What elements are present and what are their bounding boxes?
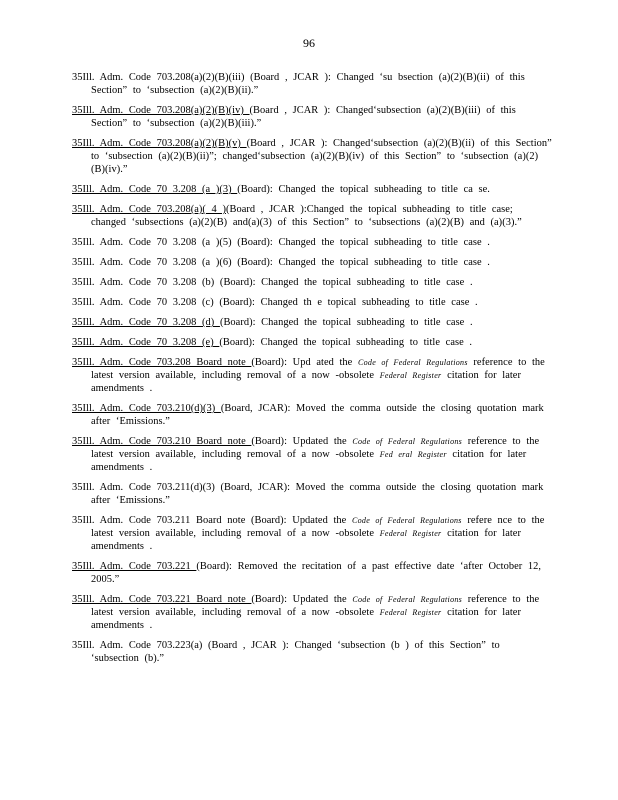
entry-text: (Board): Changed the topical subheading to title ca se. [237,184,490,195]
entry-text: 35Ill. Adm. Code 70 3.208 (a )(5) (Board): Changed the topical subheading to title case . [72,237,490,248]
entry-text: (Board): Upd ated the [251,357,358,368]
amendment-entry [72,560,552,586]
entry-text: (Board): Updated the [251,436,353,447]
citation-reference: 35Ill. Adm. Code 703.208(a)(2)(B)(v) [72,138,247,149]
italic-title: Federal Register [379,529,442,538]
amendment-entry [72,276,552,289]
citation-reference: 35Ill. Adm. Code 703.208(a)(2)(B)(iv) [72,105,250,116]
amendment-entry [72,316,552,329]
entry-text: 35Ill. Adm. Code 703.208(a)(2)(B)(iii) (Board , JCAR ): Changed ‘su bsection (a)(2)(B)(ii) of this Section” to ‘subsection (a)(2)(B)(ii).” [72,72,525,96]
entry-text: 35Ill. Adm. Code 703.223(a) (Board , JCAR ): Changed ‘subsection (b ) of this Section” to ‘subsection (b).” [72,640,500,664]
entry-text: reference to the latest version available, including removal of a now -obsolete [91,594,540,618]
citation-reference: 35Ill. Adm. Code 70 3.208 (a )(3) [72,184,238,195]
entry-text: citation for later amendments . [91,528,521,552]
amendment-entry [72,137,552,176]
amendment-entry [72,296,552,309]
entry-text: citation for later amendments . [91,607,521,631]
amendment-entry [72,256,552,269]
italic-title: Code of Federal Regulations [358,358,468,367]
entry-text: 35Ill. Adm. Code 70 3.208 (b) (Board): Changed the topical subheading to title case . [72,277,473,288]
citation-reference: 35Ill. Adm. Code 703.210 Board note [72,436,252,447]
entry-text: reference to the latest version available, including removal of a now -obsolete [91,436,540,460]
entry-text: (Board): Updated the [251,594,353,605]
italic-title: Code of Federal Regulations [352,595,463,604]
citation-reference: 35Ill. Adm. Code 703.208 Board note [72,357,252,368]
amendment-entry [72,336,552,349]
page-number: 96 [303,36,315,50]
amendment-entry [72,402,552,428]
entry-text: (Board): Removed the recitation of a past effective date ‘after October 12, 2005.” [91,561,542,585]
amendment-entry [72,481,552,507]
amendment-entry [72,514,552,553]
amendment-entry [72,356,552,395]
citation-reference: 35Ill. Adm. Code 703.208(a)( 4 ) [72,204,226,215]
citation-reference: 35Ill. Adm. Code 703.221 [72,561,197,572]
citation-reference: 35Ill. Adm. Code 70 3.208 (e) [72,337,220,348]
entry-text: 35Ill. Adm. Code 70 3.208 (c) (Board): Changed th e topical subheading to title case . [72,297,478,308]
entry-text: 35Ill. Adm. Code 70 3.208 (a )(6) (Board): Changed the topical subheading to title case . [72,257,490,268]
entry-text: (Board , JCAR ): Changed‘subsection (a)(2)(B)(iii) of this Section” to ‘subsection (a)(2)(B)(iii).” [91,105,516,129]
entry-text: (Board): Changed the topical subheading to title case . [219,317,473,328]
entry-text: reference to the latest version available, including removal of a now -obsolete [91,357,545,381]
entry-text: citation for later amendments . [91,449,527,473]
italic-title: Fed eral Register [379,450,447,459]
amendment-entry [72,71,552,97]
entry-text: (Board , JCAR ):Changed the topical subheading to title case; changed ‘subsections (a)(2)(B) and(a)(3) of this Section” to ‘subsections (a)(2)(B) and (a)(3).” [91,204,522,228]
amendment-entry [72,203,552,229]
italic-title: Code of Federal Regulations [352,437,463,446]
entry-text: (Board): Changed the topical subheading to title case . [219,337,473,348]
amendment-list [72,71,552,672]
entry-text: citation for later amendments . [91,370,521,394]
italic-title: Federal Register [379,371,442,380]
amendment-entry [72,104,552,130]
citation-reference: 35Ill. Adm. Code 703.221 Board note [72,594,252,605]
amendment-entry [72,236,552,249]
amendment-entry [72,639,552,665]
amendment-entry [72,183,552,196]
citation-reference: 35Ill. Adm. Code 70 3.208 (d) [72,317,220,328]
entry-text: (Board, JCAR): Moved the comma outside the closing quotation mark after ‘Emissions.” [91,403,544,427]
citation-reference: 35Ill. Adm. Code 703.210(d)(3) [72,403,221,414]
italic-title: Code of Federal Regulations [351,516,462,525]
entry-text: (Board , JCAR ): Changed‘subsection (a)(2)(B)(ii) of this Section” to ‘subsection (a)(2)(B)(ii)”; changed‘subsection (a)(2)(B)(iv) of this Section” to ‘subsection (a)(2)(B)(iv).” [91,138,552,175]
amendment-entry [72,593,552,632]
entry-text: refere nce to the latest version available, including removal of a now -obsolete [91,515,545,539]
italic-title: Federal Register [379,608,442,617]
amendment-entry [72,435,552,474]
entry-text: 35Ill. Adm. Code 703.211(d)(3) (Board, JCAR): Moved the comma outside the closing quotation mark after ‘Emissions.” [72,482,544,506]
entry-text: 35Ill. Adm. Code 703.211 Board note (Board): Updated the [72,515,352,526]
